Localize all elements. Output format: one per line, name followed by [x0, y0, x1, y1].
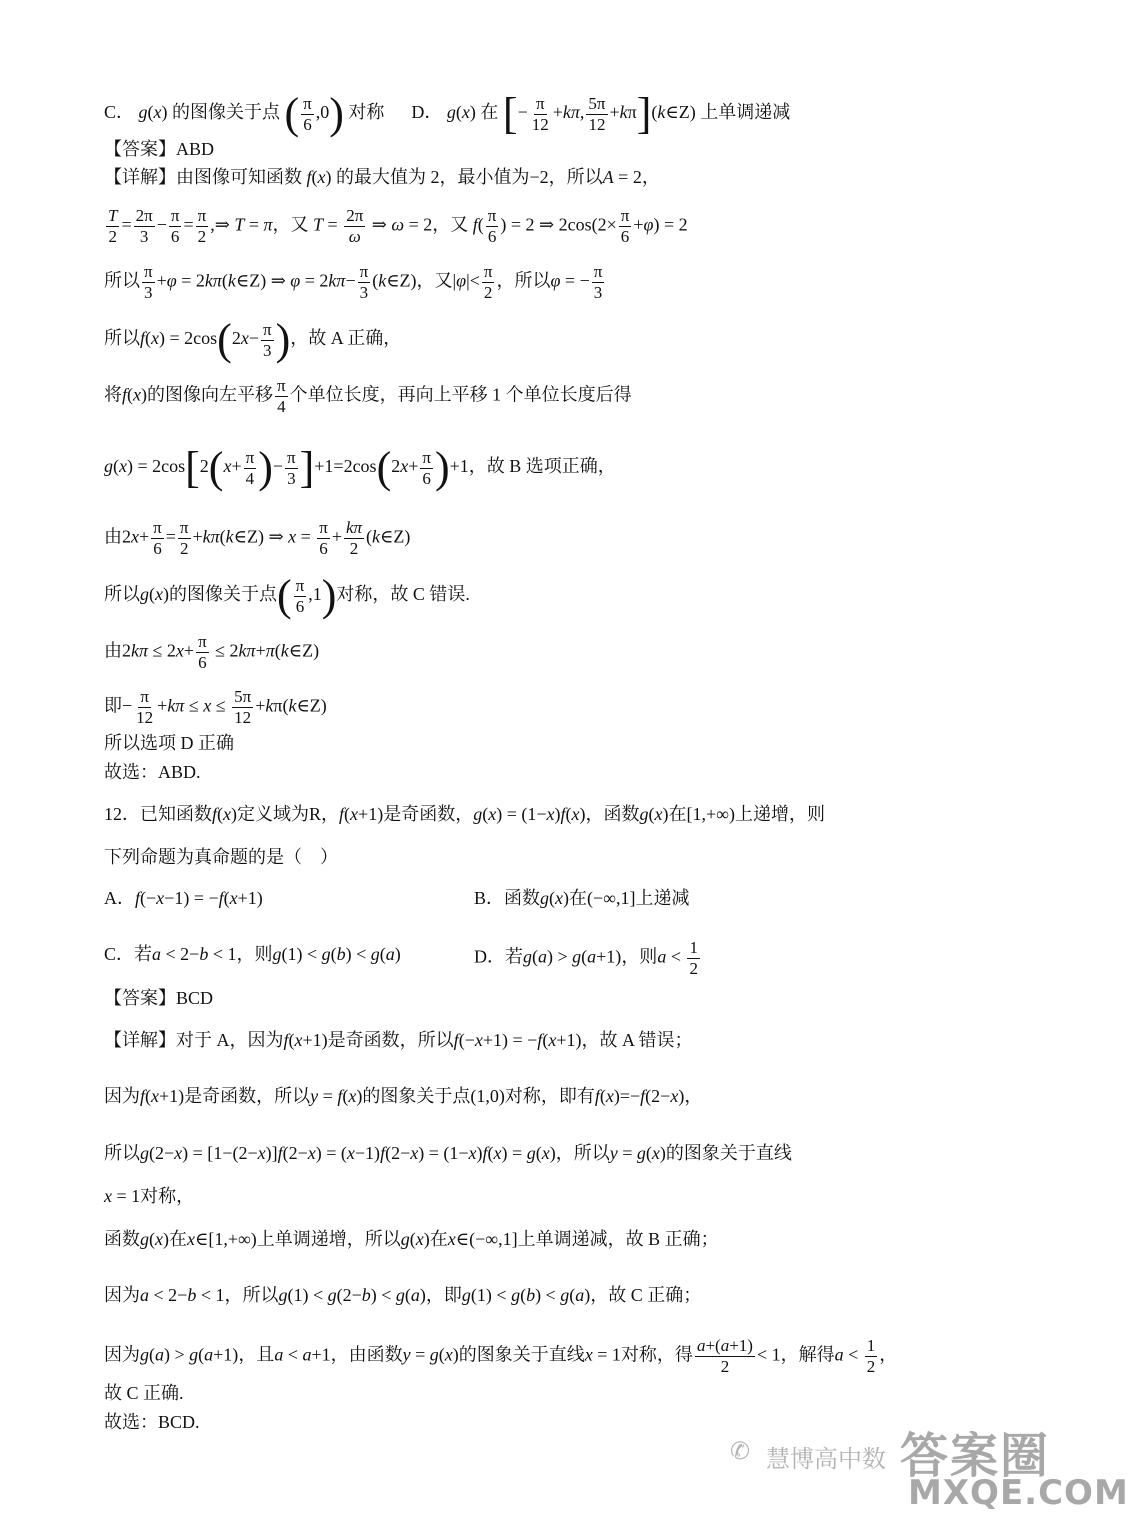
detail-label: 【详解】 — [104, 167, 176, 187]
q12-detail-line-1: 【详解】对于 A，因为f(x+1)是奇函数，所以f(−x+1) = −f(x+1)，故 A 错误； — [104, 1030, 693, 1050]
q11-answer-line — [104, 137, 1020, 161]
q12-detail-line-6: 因为a < 2−b < 1，所以g(1) < g(2−b) < g(a)，即g(1) < g(b) < g(a)，故 C 正确； — [104, 1285, 702, 1305]
answer-value: ABD — [176, 139, 215, 159]
q12-detail-line-2: 因为f(x+1)是奇函数，所以y = f(x)的图象关于点(1,0)对称，即有f(x)=−f(2−x)， — [104, 1086, 703, 1106]
q12-detail-line-3: 所以g(2−x) = [1−(2−x)]f(2−x) = (x−1)f(2−x) = (1−x)f(x) = g(x)，所以y = g(x)的图象关于直线 — [104, 1143, 792, 1163]
q12-option-c: C．若a < 2−b < 1，则g(1) < g(b) < g(a) — [104, 944, 401, 964]
q11-detail-line-5: 将f(x)的图像向左平移 $\frac{\pi}{4}$ 个单位长度，再向上平移 1 个单位长度后得 — [104, 376, 632, 416]
q12-options-ab: A．f(−x−1) = −f(x+1) — [104, 888, 263, 908]
q12-detail-line-4: x = 1对称， — [104, 1186, 195, 1206]
q11-options-cd-line: C． g(x) 的图像关于点 ( $\frac{\pi}{6}$ ,0) 对称 D． g(x) 在 [− $\frac{\pi}{12}$ +kπ, $\frac{5\pi}{12}$ +kπ](k∈Z) 上单调递减 — [104, 89, 791, 138]
answer-label: 【答案】 — [104, 139, 176, 159]
option-c-label: C． — [104, 102, 135, 123]
watermark-site: MXQE.COM — [908, 1473, 1129, 1513]
watermark-logo: 答案圈 — [900, 1428, 1051, 1484]
q11-detail-line-4: 所以f(x) = 2cos(2x− $\frac{\pi}{3}$ )，故 A 正确， — [104, 315, 402, 364]
q11-detail-line-2: $\frac{T}{2}$ = $\frac{2\pi}{3}$ − $\frac{\pi}{6}$ = $\frac{\pi}{2}$ ,⇒ T = π，又 T = $\frac{2\pi}{\omega}$ ⇒ ω = 2，又 f( $\frac{\pi}{6}$ ) = 2 ⇒ 2cos(2× $\frac{\pi}{6}$ +φ) = 2 — [108, 206, 688, 246]
q11-detail-line-3: 所以 $\frac{\pi}{3}$ +φ = 2kπ(k∈Z) ⇒ φ = 2kπ− $\frac{\pi}{3}$ (k∈Z)，又|φ|< $\frac{\pi}{2}$ ，所以φ = − $\frac{\pi}{3}$ — [104, 262, 603, 302]
q12-option-b: B．函数g(x)在(−∞,1]上递减 — [474, 888, 690, 908]
q11-detail-line-6: g(x) = 2cos[2(x+ $\frac{\pi}{4}$ )− $\frac{\pi}{3}$ ]+1=2cos(2x+ $\frac{\pi}{6}$ )+1，故 B 选项正确， — [104, 443, 616, 492]
q12-detail-line-8: 故 C 正确. — [104, 1383, 184, 1403]
option-d-label: D． — [411, 102, 443, 123]
q11-final-choice: 故选：ABD. — [104, 762, 201, 782]
q12-detail-line-5: 函数g(x)在x∈[1,+∞)上单调递增，所以g(x)在x∈(−∞,1]上单调递减，故 B 正确； — [104, 1229, 719, 1249]
q11-detail-line-8: 所以g(x)的图像关于点( $\frac{\pi}{6}$ ,1)对称，故 C 错误. — [104, 571, 470, 620]
q12-answer-line: 【答案】BCD — [104, 988, 214, 1008]
q12-final-choice: 故选：BCD. — [104, 1412, 200, 1432]
watermark-source: 慧博高中数 — [766, 1445, 886, 1473]
q12-stem-line-1: 12．已知函数f(x)定义域为R，f(x+1)是奇函数，g(x) = (1−x)f(x)，函数g(x)在[1,+∞)上递增，则 — [104, 804, 825, 824]
q11-detail-line-7: 由2x+ $\frac{\pi}{6}$ = $\frac{\pi}{2}$ +kπ(k∈Z) ⇒ x = $\frac{\pi}{6}$ + $\frac{k\pi}{2}$ (k∈Z) — [104, 518, 411, 558]
q11-detail-line-1: 【详解】由图像可知函数 f(x) 的最大值为 2，最小值为−2，所以A = 2， — [104, 167, 660, 187]
answer-value: BCD — [176, 988, 214, 1008]
q12-stem-line-2: 下列命题为真命题的是（ ） — [104, 847, 338, 867]
watermark — [730, 1423, 1129, 1513]
q11-detail-line-9: 由2kπ ≤ 2x+ $\frac{\pi}{6}$ ≤ 2kπ+π(k∈Z) — [104, 632, 320, 672]
q11-detail-line-11: 所以选项 D 正确 — [104, 733, 234, 753]
wechat-icon: ✆ — [730, 1437, 751, 1465]
q12-option-d: D．若g(a) > g(a+1)，则a < $\frac{1}{2}$ — [474, 938, 698, 978]
q11-detail-line-10: 即− $\frac{\pi}{12}$ +kπ ≤ x ≤ $\frac{5\pi}{12}$ +kπ(k∈Z) — [104, 687, 327, 727]
q12-detail-line-7: 因为g(a) > g(a+1)，且a < a+1，由函数y = g(x)的图象关于直线x = 1对称，得 $\frac{a+(a+1)}{2}$ < 1，解得a < $\frac{1}{2}$ ， — [104, 1336, 898, 1376]
